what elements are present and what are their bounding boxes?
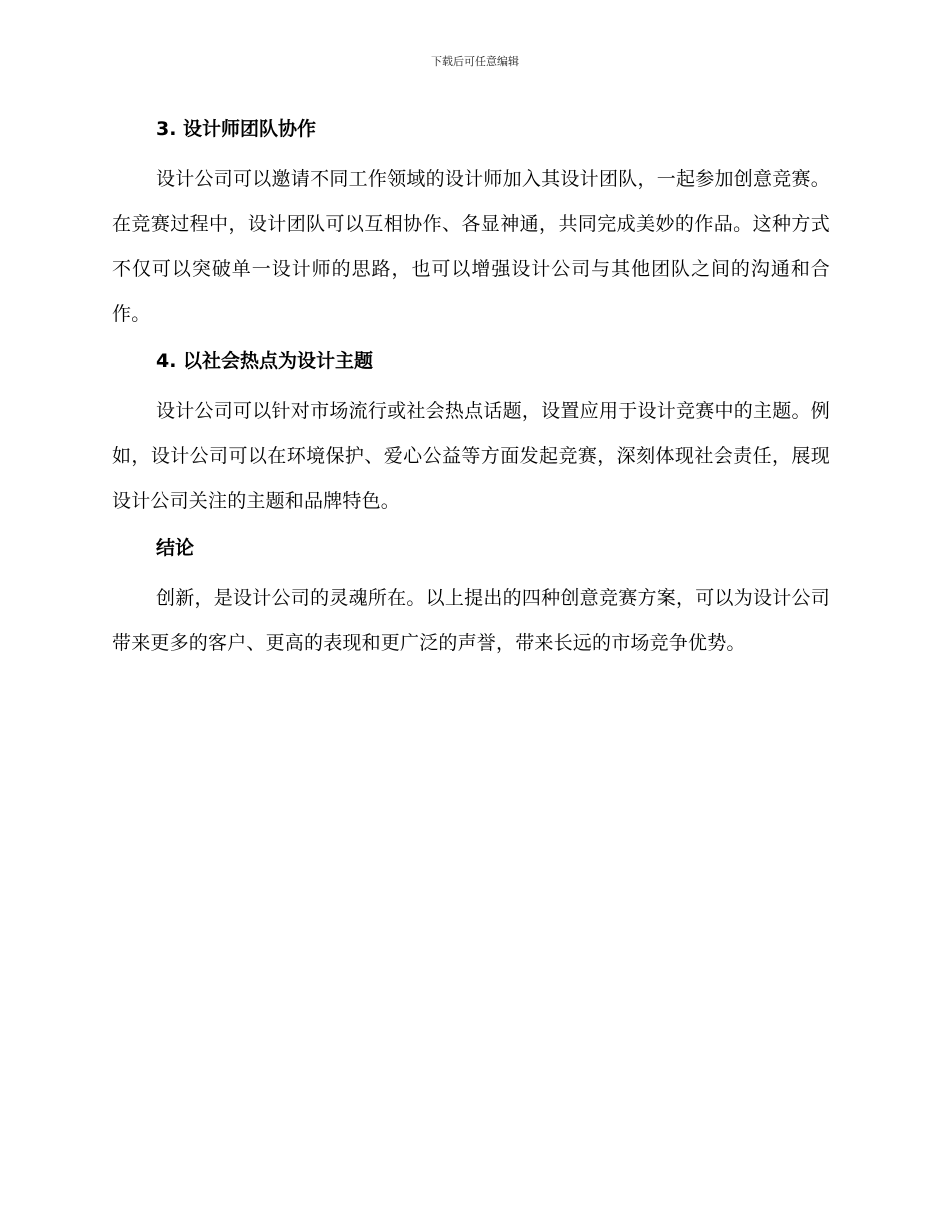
section-heading-team-collaboration: 3. 设计师团队协作: [156, 118, 317, 140]
section-paragraph-social-topics: 设计公司可以针对市场流行或社会热点话题，设置应用于设计竞赛中的主题。例如，设计公司可以在环境保护、爱心公益等方面发起竞赛，深刻体现社会责任，展现设计公司关注的主题和品牌特色。: [112, 400, 830, 512]
section-heading-social-topics: 4. 以社会热点为设计主题: [156, 350, 374, 372]
section-paragraph-team-collaboration: 设计公司可以邀请不同工作领域的设计师加入其设计团队，一起参加创意竞赛。在竞赛过程中，设计团队可以互相协作、各显神通，共同完成美妙的作品。这种方式不仅可以突破单一设计师的思路，也可以增强设计公司与其他团队之间的沟通和合作。: [112, 168, 830, 325]
page-header: 下载后可任意编辑: [431, 55, 519, 68]
section-heading-conclusion: 结论: [156, 537, 195, 559]
document-body: [112, 114, 830, 666]
section-paragraph-conclusion: 创新，是设计公司的灵魂所在。以上提出的四种创意竞赛方案，可以为设计公司带来更多的客户、更高的表现和更广泛的声誉，带来长远的市场竞争优势。: [112, 587, 830, 654]
